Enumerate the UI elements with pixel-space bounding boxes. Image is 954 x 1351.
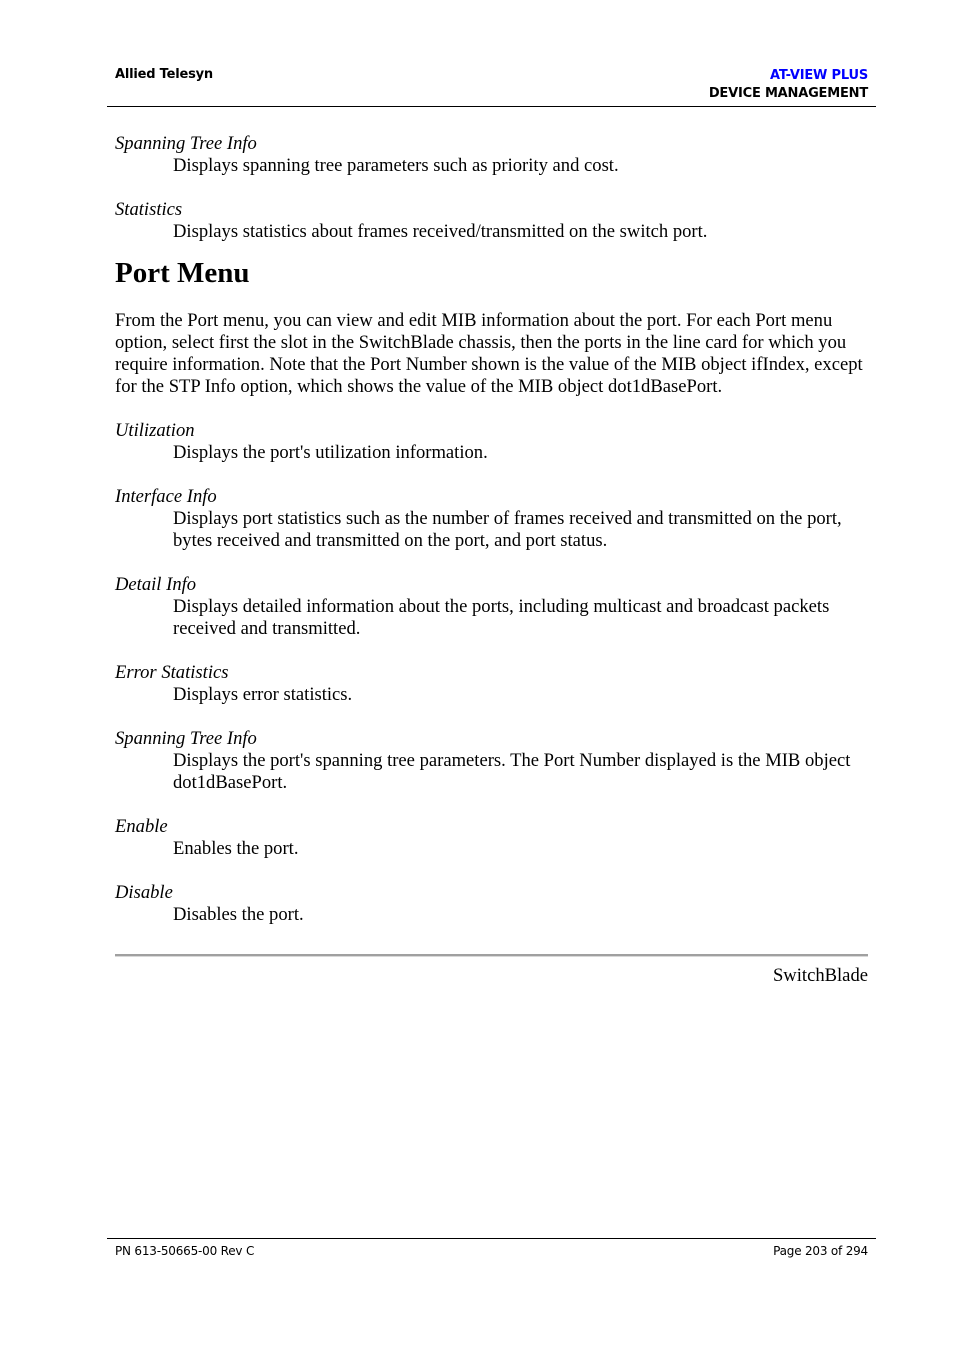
definition-entry bbox=[115, 662, 871, 706]
header-title-block bbox=[709, 67, 868, 103]
section-footer-label: SwitchBlade bbox=[772, 965, 868, 986]
definition-term: Detail Info bbox=[115, 574, 197, 595]
definition-term: Disable bbox=[115, 882, 173, 903]
definition-term: Spanning Tree Info bbox=[115, 728, 257, 749]
definition-entry bbox=[115, 486, 871, 552]
definition-entry bbox=[115, 728, 871, 794]
definition-entry bbox=[115, 420, 871, 464]
definition-term: Error Statistics bbox=[115, 662, 229, 683]
definition-description: Displays the port's spanning tree parameters. The Port Number displayed is the MIB object dot1dBasePort. bbox=[173, 750, 851, 793]
header-divider bbox=[107, 106, 876, 107]
definition-description: Displays error statistics. bbox=[173, 684, 353, 705]
section-intro: From the Port menu, you can view and edit MIB information about the port. For each Port menu option, select first the slot in the SwitchBlade chassis, then the ports in the line card for which you require information. Note that the Port Number shown is the value of the MIB object ifIndex, except for the STP Info option, which shows the value of the MIB object dot1dBasePort. bbox=[115, 310, 863, 397]
definition-description: Enables the port. bbox=[173, 838, 299, 859]
definition-entry bbox=[115, 816, 871, 860]
definition-description: Displays the port's utilization information. bbox=[173, 442, 488, 463]
definition-term: Spanning Tree Info bbox=[115, 133, 257, 154]
definition-description: Displays spanning tree parameters such as priority and cost. bbox=[173, 155, 619, 176]
footer-part-number: PN 613-50665-00 Rev C bbox=[115, 1244, 255, 1258]
definition-description: Displays detailed information about the ports, including multicast and broadcast packets received and transmitted. bbox=[173, 596, 830, 639]
footer-page-number: Page 203 of 294 bbox=[773, 1244, 868, 1258]
document-body bbox=[115, 133, 871, 926]
header-product: AT-VIEW PLUS bbox=[770, 68, 868, 83]
definition-description: Displays port statistics such as the number of frames received and transmitted on the port, bytes received and transmitted on the port, and port status. bbox=[173, 508, 842, 551]
definition-term: Utilization bbox=[115, 420, 195, 441]
page-header bbox=[115, 66, 868, 106]
definition-entry bbox=[115, 133, 871, 177]
header-section: DEVICE MANAGEMENT bbox=[708, 86, 868, 101]
definition-entry bbox=[115, 882, 871, 926]
definition-term: Interface Info bbox=[115, 486, 217, 507]
definition-entry bbox=[115, 199, 871, 243]
definition-term: Enable bbox=[115, 816, 168, 837]
section-divider bbox=[115, 954, 868, 957]
definition-description: Disables the port. bbox=[173, 904, 304, 925]
footer-divider bbox=[107, 1238, 876, 1239]
definition-entry bbox=[115, 574, 871, 640]
header-company: Allied Telesyn bbox=[115, 67, 213, 82]
definition-description: Displays statistics about frames received/transmitted on the switch port. bbox=[173, 221, 708, 242]
section-heading: Port Menu bbox=[115, 257, 250, 289]
definition-term: Statistics bbox=[115, 199, 183, 220]
